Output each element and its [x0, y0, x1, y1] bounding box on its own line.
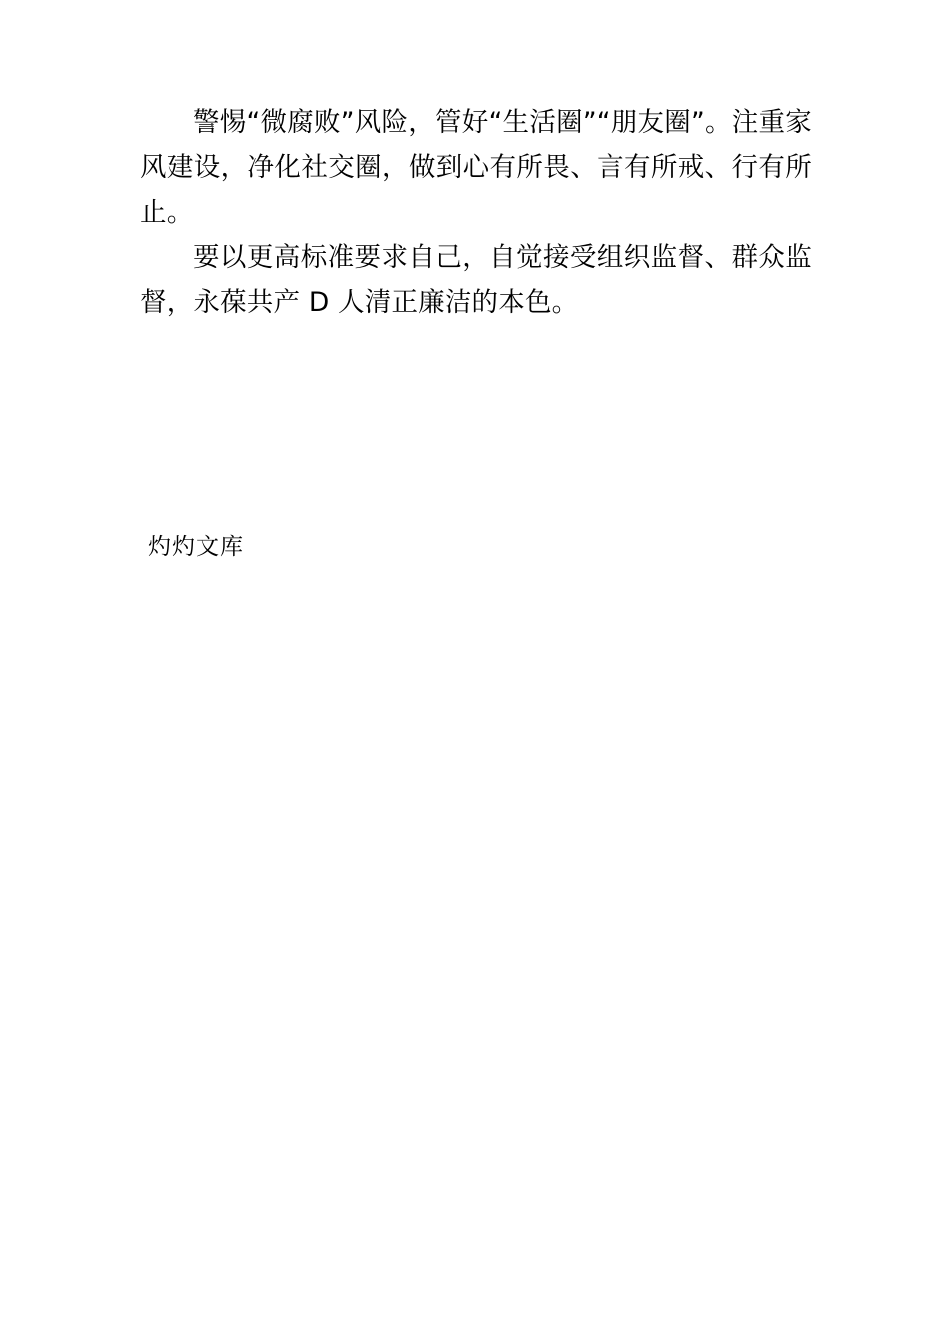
document-text-body: [140, 100, 812, 325]
paragraph-1: 警惕“微腐败”风险，管好“生活圈”“朋友圈”。注重家风建设，净化社交圈，做到心有所畏、言有所戒、行有所止。: [140, 107, 812, 228]
paragraph-2: 要以更高标准要求自己，自觉接受组织监督、群众监督，永葆共产 D 人清正廉洁的本色。: [140, 242, 812, 318]
watermark-label: 灼灼文库: [148, 534, 244, 560]
